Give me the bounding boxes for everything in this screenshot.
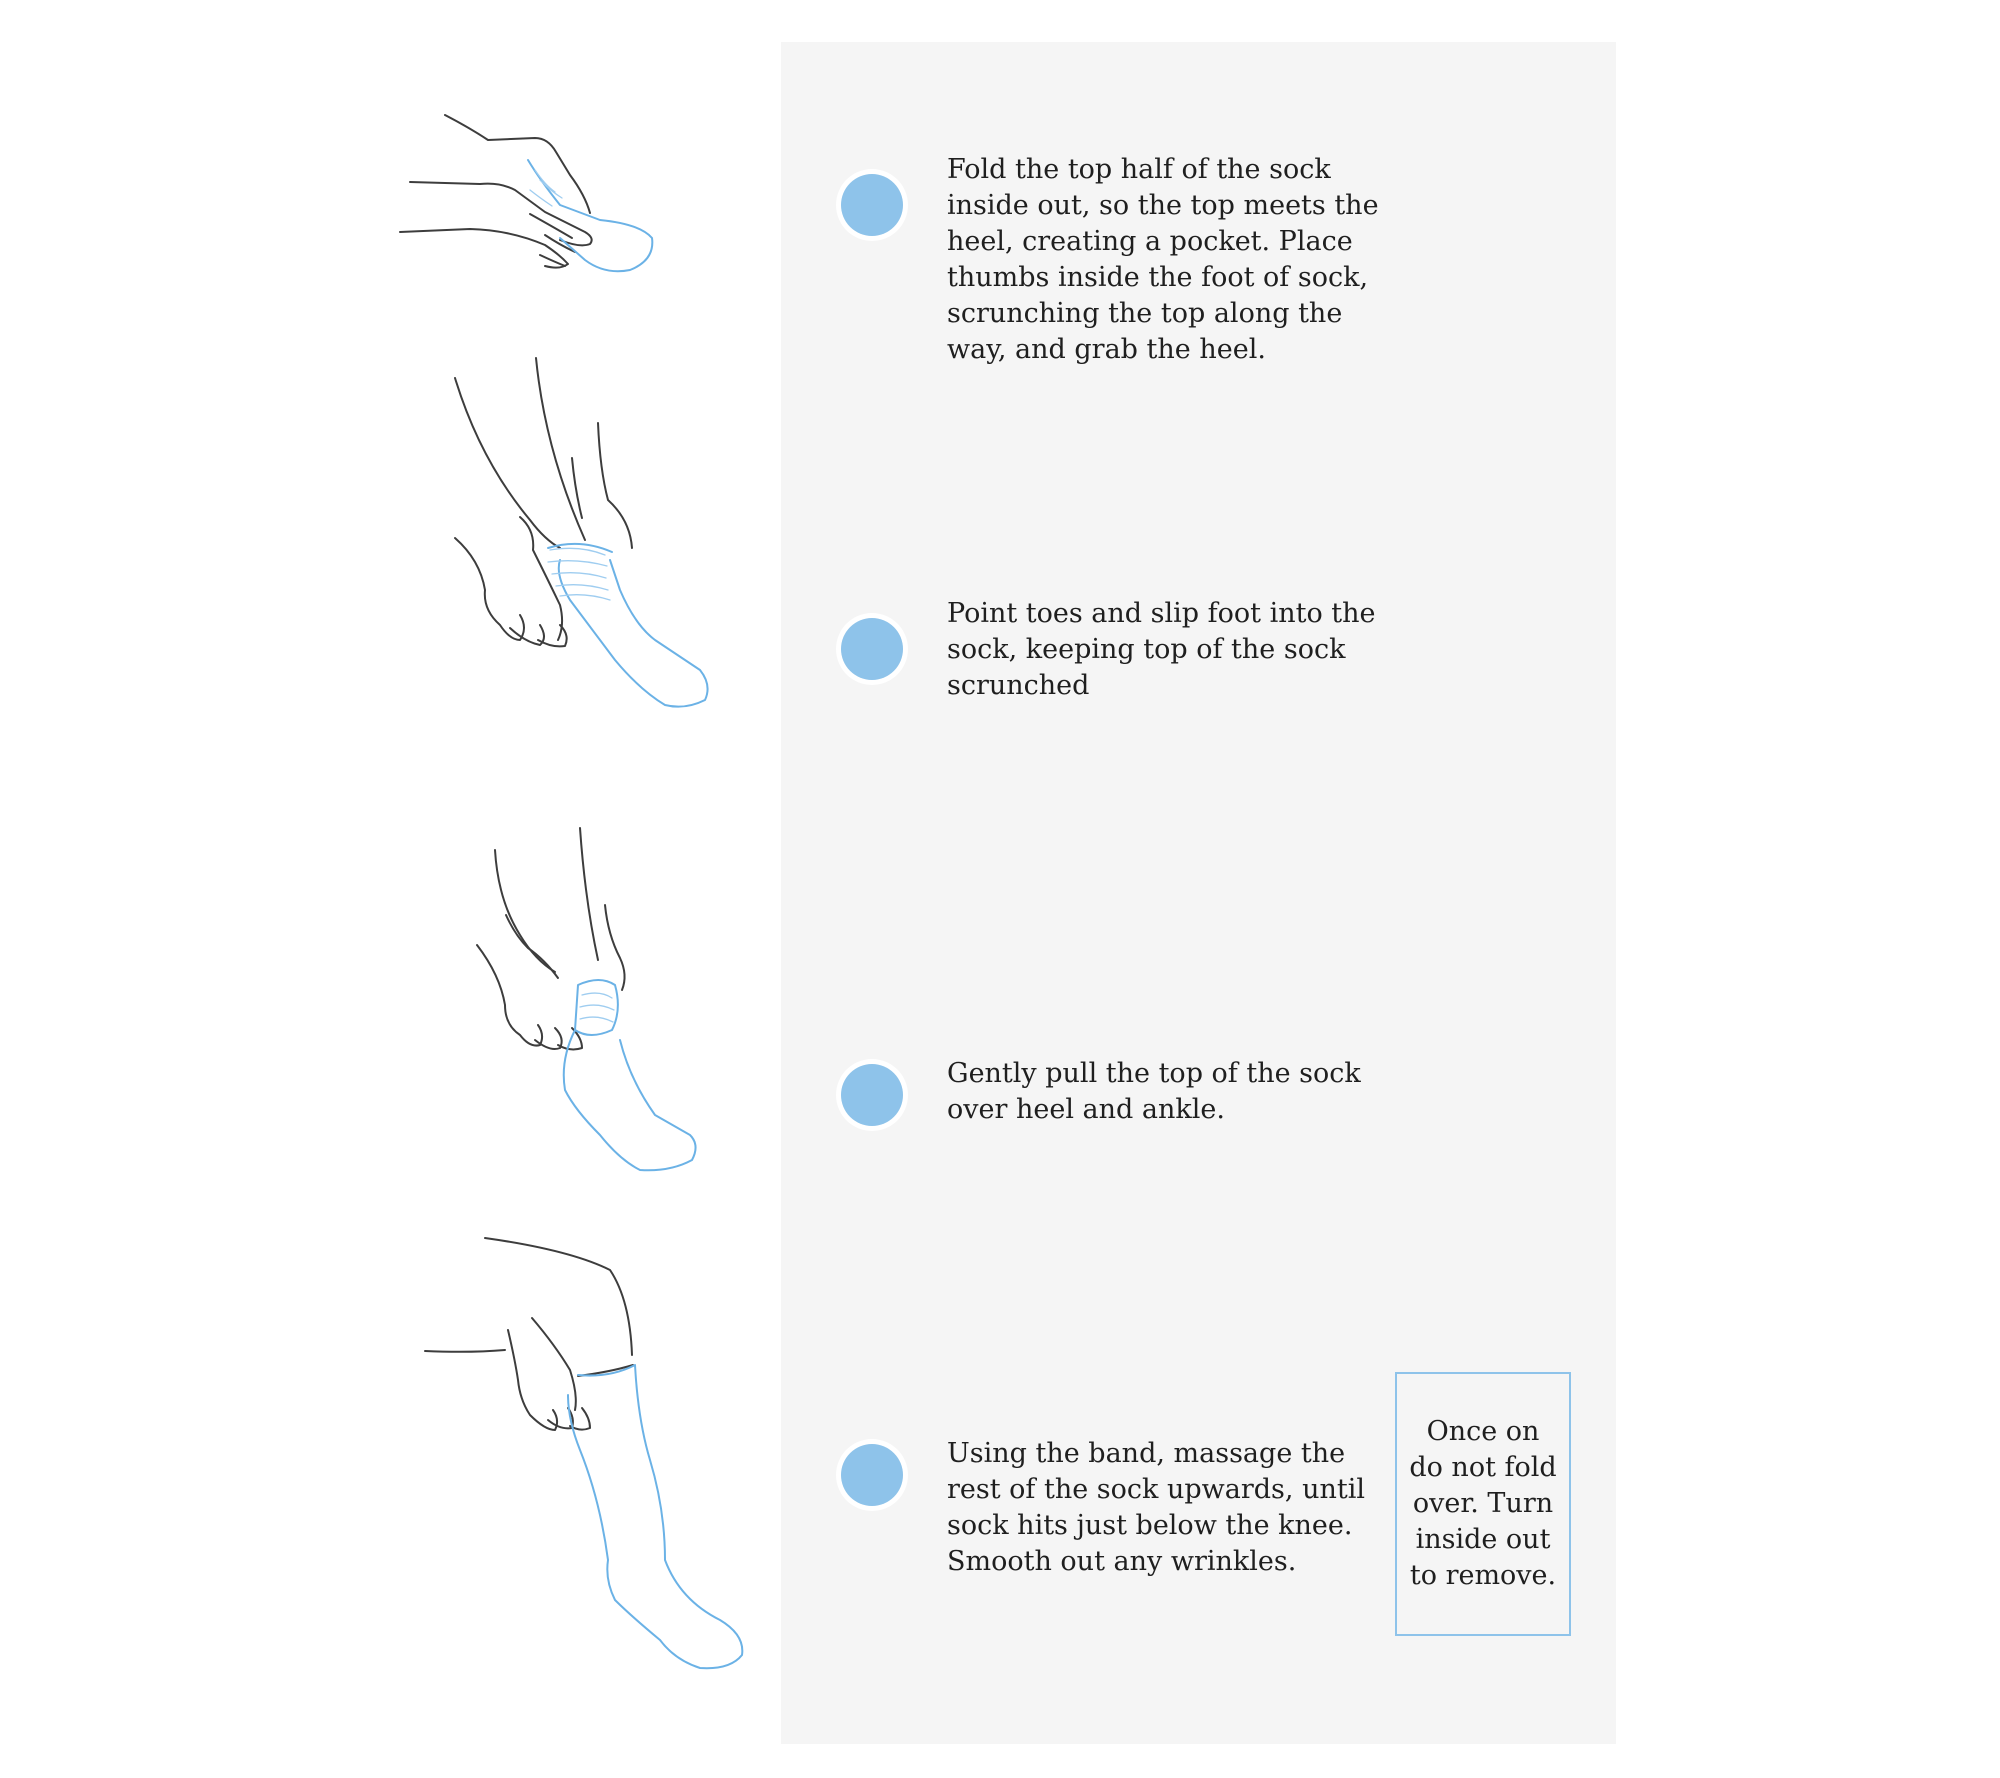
pulling-sock-over-heel-icon — [477, 828, 696, 1170]
hands-folding-sock-icon — [400, 115, 652, 271]
foot-slipping-into-sock-icon — [455, 358, 708, 707]
step-1-bullet — [841, 174, 903, 236]
sock-pulled-to-knee-icon — [425, 1238, 742, 1668]
removal-note-text: Once on do not fold over. Turn inside out to remove. — [1409, 1416, 1557, 1591]
step-1-text: Fold the top half of the sock inside out, so the top meets the heel, creating a pocket. Place thumbs inside the foot of sock, scrunching the top along the way, and grab the heel. — [947, 154, 1379, 365]
removal-note-box — [1395, 1372, 1571, 1636]
step-4-bullet — [841, 1444, 903, 1506]
step-2-text: Point toes and slip foot into the sock, keeping top of the sock scrunched — [947, 598, 1376, 701]
step-3-bullet — [841, 1064, 903, 1126]
illustrations-column — [0, 0, 780, 1778]
step-3-text: Gently pull the top of the sock over heel and ankle. — [947, 1058, 1361, 1125]
step-2-bullet — [841, 618, 903, 680]
step-4-text: Using the band, massage the rest of the sock upwards, until sock hits just below the knee. Smooth out any wrinkles. — [947, 1438, 1365, 1577]
